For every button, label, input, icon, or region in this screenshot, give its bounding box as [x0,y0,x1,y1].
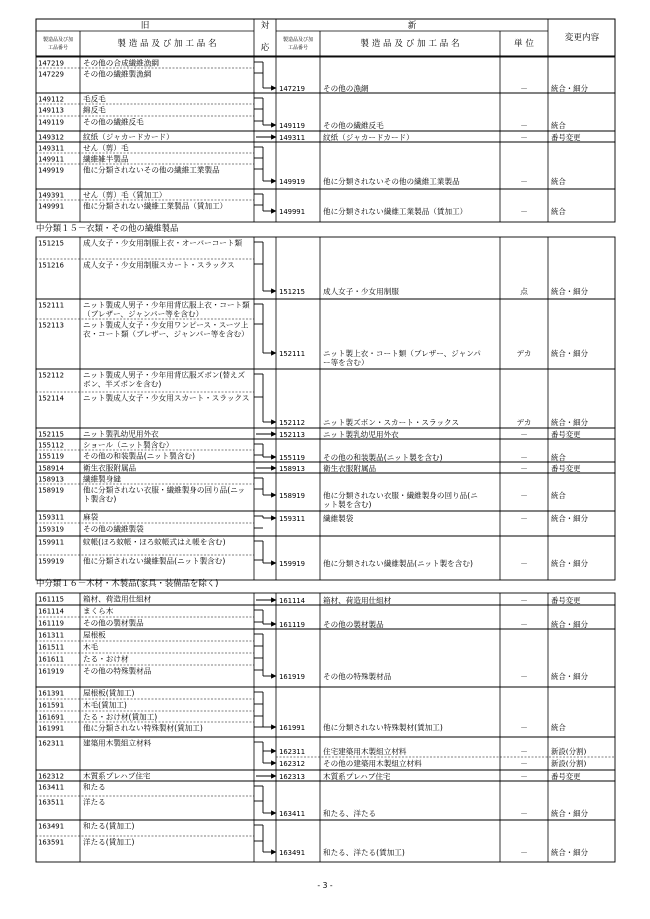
change-value: 統合・細分 [551,848,588,857]
change-value: 新設(分割) [551,759,587,768]
old-code: 163411 [38,782,64,792]
old-code: 152112 [38,370,64,380]
change-value: 統合・細分 [551,672,588,681]
new-name: その他の和装製品(ニット製を含む) [323,453,443,462]
old-name: ショール（ニット製含む） [83,440,174,450]
old-code: 161391 [38,688,64,698]
old-code: 149991 [38,201,64,211]
new-code: 161991 [279,723,305,732]
change-value: 統合・細分 [551,559,588,568]
old-code: 158914 [38,463,64,473]
old-name: 木質系プレハブ住宅 [83,771,151,781]
unit-value: － [520,759,528,768]
unit-value: デカ [516,418,532,427]
old-code: 147229 [38,69,64,79]
old-code: 163491 [38,821,64,831]
old-code: 149113 [38,105,64,115]
new-code: 151215 [279,287,305,296]
unit-value: － [520,207,528,216]
new-name: 他に分類されない特殊製材(賃加工) [323,723,443,732]
change-value: 統合・細分 [551,809,588,818]
new-code: 155119 [279,453,305,462]
unit-header: 単 位 [514,39,534,49]
old-code: 155112 [38,440,64,450]
old-name: せん（剪）毛 [83,143,129,153]
old-code: 158919 [38,485,64,495]
unit-value: － [520,596,528,605]
old-code: 147219 [38,58,64,68]
old-code: 161591 [38,700,64,710]
new-code: 147219 [279,84,305,93]
old-code: 161691 [38,712,64,722]
new-name: 住宅建築用木製組立材料 [323,747,407,756]
old-name: その他の製材製品 [83,618,144,628]
change-value: 統合・細分 [551,287,588,296]
taio-header-2: 応 [260,43,270,53]
change-value: 統合・細分 [551,84,588,93]
old-name: 麻袋 [83,512,99,522]
old-code: 149911 [38,154,64,164]
new-code: 161114 [279,596,305,605]
old-name: まくら木 [83,606,114,616]
change-value: 統合 [551,207,566,216]
section-16-title: 中分類１６－木材・木製品(家具・装備品を除く) [36,578,219,588]
old-code-header-1: 製造品及び加 [42,37,74,43]
old-name: 洋たる [83,797,106,807]
new-code: 162311 [279,747,305,756]
new-name: 成人女子・少女用制服 [323,287,399,296]
old-name: 和たる [83,782,106,792]
old-name: 毛反毛 [83,94,106,104]
new-name: 和たる、洋たる [323,809,377,818]
old-name: 成人女子・少女用制服上衣・オーバーコート類 [83,238,243,248]
old-name: 木毛(賃加工) [83,700,127,710]
new-code: 162312 [279,759,305,768]
old-name: ニット製成人男子・少年用背広服ズボン(替えズボン、半ズボンを含む) [83,370,246,389]
new-product-header: 製 造 品 及 び 加 工 品 名 [360,39,460,49]
unit-value: － [520,809,528,818]
change-header: 変更内容 [564,33,600,43]
change-value: 統合 [551,121,566,130]
old-code: 161511 [38,642,64,652]
old-name: 他に分類されない繊維製品(ニット製含む) [83,556,226,566]
new-name: 繊維製袋 [323,514,354,523]
new-code: 152113 [279,430,305,439]
old-code: 149119 [38,117,64,127]
old-code: 161991 [38,723,64,733]
unit-value: － [520,723,528,732]
unit-value: － [520,84,528,93]
old-name: 蚊帳(ほろ蚊帳・ほろ蚊帳式はえ帳を含む) [83,537,226,547]
new-name: 他に分類されない繊維製品(ニット製を含む) [323,559,473,568]
old-code: 152111 [38,300,64,310]
change-value: 統合・細分 [551,418,588,427]
old-name: その他の特殊製材品 [83,666,152,676]
old-name: その他の繊維製漁網 [83,69,152,79]
unit-value: － [520,672,528,681]
old-code: 149391 [38,190,64,200]
new-name: 他に分類されない衣服・繊維製身の回り品(ニット製を含む) [323,491,478,509]
new-code: 161119 [279,620,305,629]
old-code: 161611 [38,654,64,664]
change-value: 統合 [551,723,566,732]
old-code: 155119 [38,451,64,461]
old-code: 152114 [38,393,64,403]
new-code: 149991 [279,207,305,216]
old-name: 和たる(賃加工) [83,821,135,831]
old-code: 162312 [38,771,64,781]
new-code: 158913 [279,464,305,473]
unit-value: － [520,453,528,462]
new-name: 木質系プレハブ住宅 [323,772,391,781]
taio-header-1: 対 [260,21,270,31]
change-value: 統合 [551,177,566,186]
old-code-header-2: 工品番号 [47,45,69,51]
new-name: 衛生衣服附属品 [323,464,377,473]
old-name: 成人女子・少女用制服スカート・スラックス [83,260,235,270]
old-code: 149919 [38,165,64,175]
old-code: 159319 [38,524,64,534]
unit-value: － [520,848,528,857]
change-value: 統合・細分 [551,620,588,629]
new-name: 紋紙（ジャカードカード） [323,133,414,142]
page-number: - 3 - [317,881,333,890]
unit-value: － [520,620,528,629]
old-name: ニット製乳幼児用外衣 [83,429,159,439]
old-name: せん（剪）毛（賃加工） [83,190,167,200]
old-code: 151216 [38,260,64,270]
change-value: 統合 [551,453,566,462]
old-code: 161919 [38,666,64,676]
new-code: 158919 [279,491,305,500]
change-value: 統合・細分 [551,349,588,358]
old-name: その他の繊維反毛 [83,117,144,127]
old-name: 衛生衣服附属品 [83,463,137,473]
new-name: その他の漁網 [323,84,369,93]
old-name: 他に分類されないその他の繊維工業製品 [83,165,220,175]
unit-value: 点 [520,287,528,296]
unit-value: － [520,491,528,500]
new-name: ニット製上衣・コート類（ブレザー、ジャンパー等を含む） [323,349,481,367]
new-code-header-2: 工品番号 [287,45,309,51]
old-code: 161311 [38,630,64,640]
table-header [36,19,615,56]
unit-value: － [520,177,528,186]
new-code: 149119 [279,121,305,130]
new-name: その他の製材製品 [323,620,384,629]
change-value: 番号変更 [551,430,581,439]
change-value: 統合・細分 [551,514,588,523]
unit-value: － [520,121,528,130]
change-value: 統合 [551,491,566,500]
old-name: 他に分類されない繊維工業製品（賃加工） [83,201,228,211]
new-code: 149919 [279,177,305,186]
change-value: 新設(分割) [551,747,587,756]
new-name: 箱材、荷造用仕組材 [323,596,392,605]
old-header: 旧 [140,21,150,31]
table-body [36,57,615,862]
new-header: 新 [407,21,417,31]
old-name: ニット製成人男子・少年用背広服上衣・コート類（ブレザー、ジャンパー等を含む） [83,300,250,319]
new-name: 他に分類されないその他の繊維工業製品 [323,177,460,186]
old-code: 159911 [38,537,64,547]
old-name: その他の和装製品(ニット製含む) [83,451,195,461]
unit-value: － [520,464,528,473]
new-name: その他の繊維反毛 [323,121,384,130]
new-code: 159919 [279,559,305,568]
new-name: ニット製ズボン・スカート・スラックス [323,418,460,427]
new-name: その他の建築用木製組立材料 [323,759,422,768]
old-name: 繊維雑半製品 [83,154,129,164]
old-name: 箱材、荷造用仕組材 [83,594,152,604]
old-name: 他に分類されない衣服・繊維製身の回り品(ニット製含む) [83,485,246,504]
old-name: 屋根板 [83,630,106,640]
new-name: 和たる、洋たる(賃加工) [323,848,405,857]
old-code: 152115 [38,429,64,439]
old-name: たる・おけ材 [83,654,129,664]
new-code: 152112 [279,418,305,427]
change-value: 番号変更 [551,596,581,605]
new-name: その他の特殊製材品 [323,672,392,681]
unit-value: － [520,559,528,568]
old-name: 他に分類されない特殊製材(賃加工) [83,723,203,733]
new-code: 152111 [279,349,305,358]
section-15-title: 中分類１５－衣類・その他の繊維製品 [36,223,179,233]
old-name: 洋たる(賃加工) [83,837,135,847]
old-code: 162311 [38,738,64,748]
unit-value: － [520,514,528,523]
old-code: 158913 [38,474,64,484]
unit-value: － [520,133,528,142]
new-code: 162313 [279,772,305,781]
old-name: たる・おけ材(賃加工) [83,712,158,722]
old-code: 163591 [38,837,64,847]
change-value: 番号変更 [551,772,581,781]
old-code: 151215 [38,238,64,248]
old-code: 149312 [38,132,64,142]
old-code: 161115 [38,594,64,604]
change-value: 番号変更 [551,464,581,473]
old-code: 159311 [38,512,64,522]
old-name: その他の繊維製袋 [83,524,144,534]
old-name: ニット製成人女子・少女用ワンピース・スーツ上衣・コート類（ブレザー、ジャンパー等を含む） [83,320,249,339]
new-name: 他に分類されない繊維工業製品（賃加工） [323,207,468,216]
old-code: 161119 [38,618,64,628]
unit-value: デカ [516,349,532,358]
old-code: 163511 [38,797,64,807]
old-name: 繊維製身縫 [83,474,121,484]
old-code: 159919 [38,556,64,566]
old-name: 屋根板(賃加工) [83,688,135,698]
old-code: 149311 [38,143,64,153]
old-name: 木毛 [83,642,99,652]
new-code: 163411 [279,809,305,818]
new-code: 159311 [279,514,305,523]
old-name: その他の合成繊維漁網 [83,58,159,68]
old-name: 綿反毛 [83,105,106,115]
unit-value: － [520,430,528,439]
old-code: 161114 [38,606,64,616]
old-product-header: 製 造 品 及 び 加 工 品 名 [117,39,217,49]
new-code: 149311 [279,133,305,142]
old-name: 紋紙（ジャカードカード） [83,132,174,142]
unit-value: － [520,747,528,756]
change-value: 番号変更 [551,133,581,142]
old-code: 149112 [38,94,64,104]
new-code-header-1: 製造品及び加 [282,37,314,43]
old-code: 152113 [38,320,64,330]
old-name: ニット製成人女子・少女用スカート・スラックス [83,393,250,403]
old-name: 建築用木製組立材料 [83,738,152,748]
new-code: 161919 [279,672,305,681]
new-code: 163491 [279,848,305,857]
new-name: ニット製乳幼児用外衣 [323,430,399,439]
unit-value: － [520,772,528,781]
